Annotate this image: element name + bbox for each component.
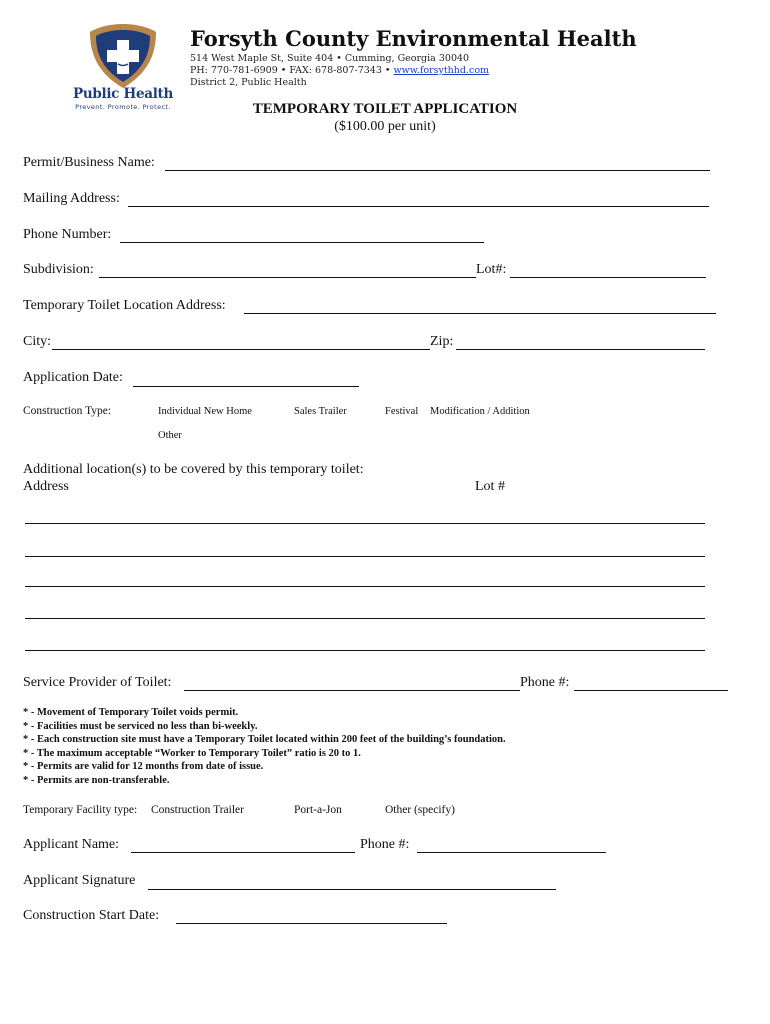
permit-business-name-field[interactable] [165,170,710,171]
lot-label: Lot#: [476,262,507,277]
construction-type-option[interactable]: Other [158,430,182,441]
construction-start-date-field[interactable] [176,923,447,924]
district-text: District 2, Public Health [190,77,307,88]
note-item: * - Movement of Temporary Toilet voids permit. [23,707,239,718]
phone-number-field[interactable] [120,242,484,243]
organization-name: Forsyth County Environmental Health [190,26,637,51]
service-provider-field[interactable] [184,690,520,691]
application-date-field[interactable] [133,386,359,387]
subdivision-label: Subdivision: [23,262,94,277]
construction-type-label: Construction Type: [23,405,112,417]
additional-locations-heading: Additional location(s) to be covered by this temporary toilet: [23,462,364,477]
location-address-field[interactable] [244,313,716,314]
website-link[interactable]: www.forsythhd.com [393,65,490,76]
logo-tagline: Prevent. Promote. Protect. [75,103,171,111]
note-item: * - Permits are non-transferable. [23,774,170,786]
applicant-name-field[interactable] [131,852,355,853]
organization-address: 514 West Maple St, Suite 404 • Cumming, Georgia 30040 [190,53,470,64]
city-field[interactable] [52,349,430,350]
applicant-signature-field[interactable] [148,889,556,890]
construction-start-date-label: Construction Start Date: [23,908,160,923]
permit-notes [23,706,506,787]
form-title: TEMPORARY TOILET APPLICATION [252,101,518,117]
applicant-phone-label: Phone #: [360,837,410,852]
facility-type-label: Temporary Facility type: [23,804,138,816]
construction-type-option[interactable]: Festival [385,406,419,417]
lot-field[interactable] [510,277,706,278]
additional-location-line[interactable] [25,586,705,587]
organization-contact [190,65,489,76]
service-provider-phone-field[interactable] [574,690,728,691]
facility-type-option[interactable]: Construction Trailer [151,804,244,816]
city-label: City: [23,334,52,349]
note-item: * - The maximum acceptable “Worker to Temporary Toilet” ratio is 20 to 1. [23,747,361,759]
additional-location-line[interactable] [25,556,705,557]
form-fee: ($100.00 per unit) [334,119,436,134]
additional-location-line[interactable] [25,523,705,524]
note-item: * - Each construction site must have a Temporary Toilet located within 200 feet of the building’s foundation. [23,734,506,745]
phone-number-label: Phone Number: [23,227,112,242]
facility-type-option[interactable]: Port-a-Jon [294,804,342,816]
service-provider-label: Service Provider of Toilet: [23,675,172,690]
zip-label: Zip: [430,334,454,349]
applicant-signature-label: Applicant Signature [23,873,136,888]
mailing-address-label: Mailing Address: [23,191,120,206]
note-item: * - Facilities must be serviced no less than bi-weekly. [23,720,258,732]
applicant-phone-field[interactable] [417,852,606,853]
permit-business-name-label: Permit/Business Name: [23,155,155,170]
subdivision-field[interactable] [99,277,476,278]
application-date-label: Application Date: [23,370,123,385]
construction-type-option[interactable]: Sales Trailer [294,406,347,417]
applicant-name-label: Applicant Name: [23,837,120,852]
public-health-logo [68,20,178,112]
address-column-label: Address [23,479,69,494]
additional-location-line[interactable] [25,618,705,619]
facility-type-option[interactable]: Other (specify) [385,804,455,816]
additional-location-line[interactable] [25,650,705,651]
construction-type-option[interactable]: Modification / Addition [430,406,530,417]
mailing-address-field[interactable] [128,206,709,207]
note-item: * - Permits are valid for 12 months from date of issue. [23,761,264,772]
zip-field[interactable] [456,349,705,350]
lot-column-label: Lot # [475,479,505,494]
logo-text: Public Health [73,86,173,102]
location-address-label: Temporary Toilet Location Address: [23,298,226,313]
service-provider-phone-label: Phone #: [520,675,570,690]
phone-fax-text: PH: 770-781-6909 • FAX: 678-807-7343 • [190,65,394,76]
construction-type-option[interactable]: Individual New Home [158,406,252,417]
